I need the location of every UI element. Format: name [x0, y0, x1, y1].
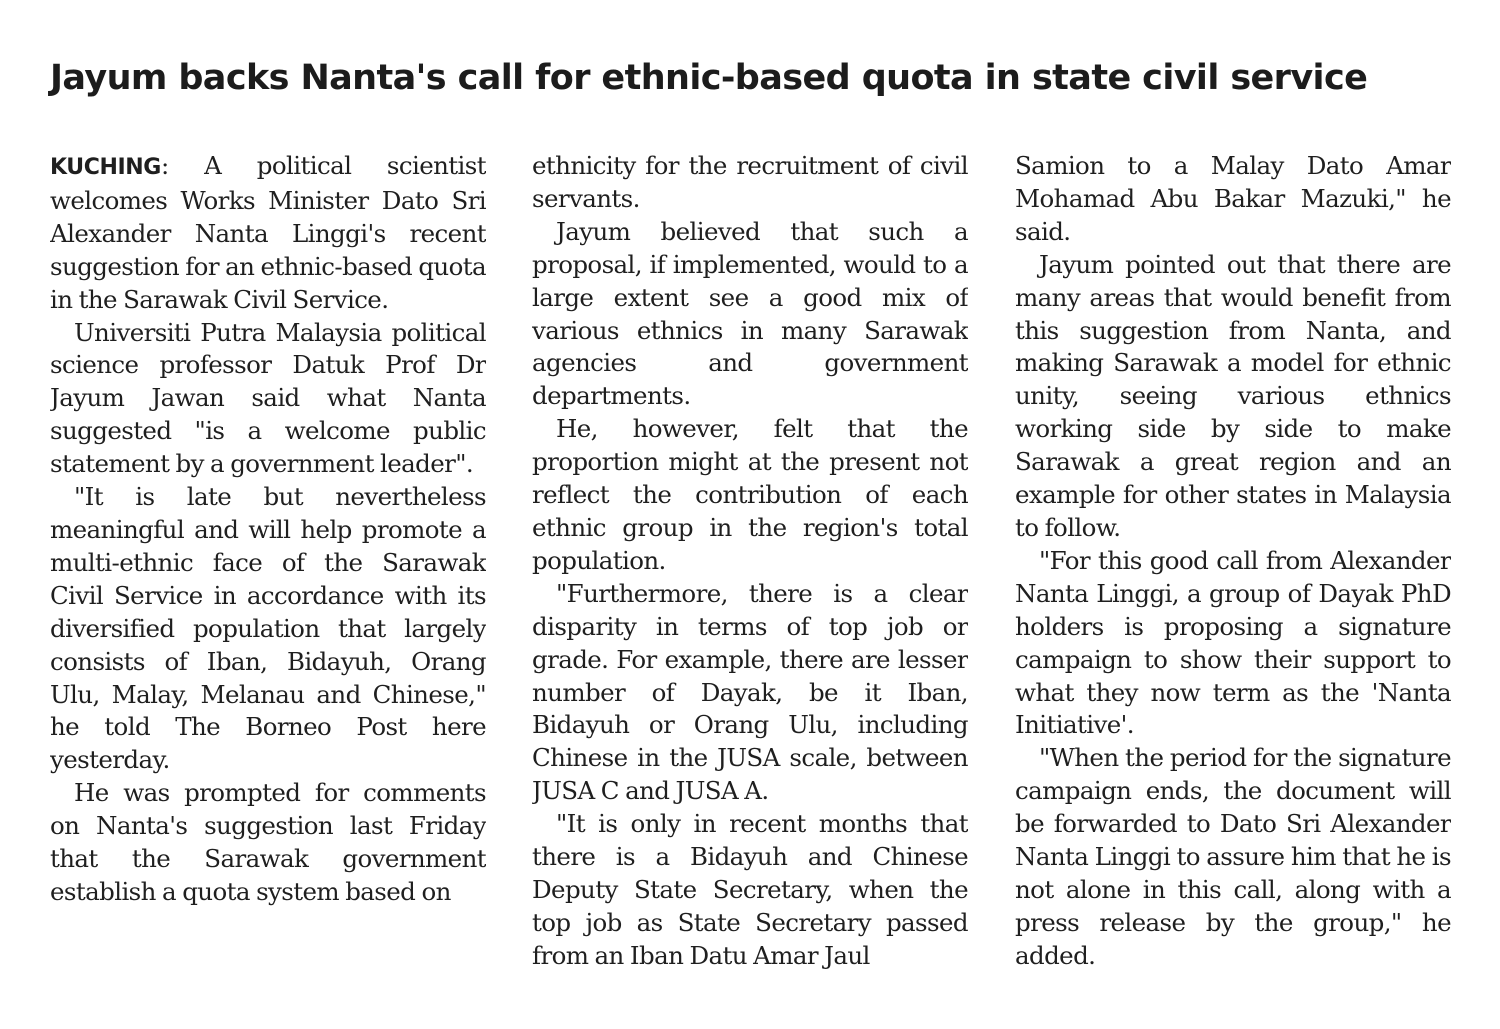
paragraph: Universiti Putra Malaysia political science professor Datuk Prof Dr Jayum Jawan said what Nanta suggested "is a welcome public statement by a government leader".: [50, 317, 486, 479]
paragraph: "Furthermore, there is a clear disparity in terms of top job or grade. For example, there are lesser number of Dayak, be it Iban, Bidayuh or Orang Ulu, including Chinese in the JUSA scale, between JUSA C and JUSA A.: [532, 578, 968, 806]
dateline: KUCHING: [50, 155, 161, 180]
article-column-3: [1015, 150, 1451, 980]
headline: Jayum backs Nanta's call for ethnic-based quota in state civil service: [50, 58, 1368, 98]
paragraph: ethnicity for the recruitment of civil servants.: [532, 151, 968, 213]
paragraph: "It is late but nevertheless meaningful and will help promote a multi-ethnic face of the Sarawak Civil Service in accordance with its diversified population that largely consists of Iban, Bidayuh, Orang Ulu, Malay, Melanau and Chinese," he told The Borneo Post here yesterday.: [50, 482, 486, 775]
paragraph: Jayum pointed out that there are many areas that would benefit from this suggestion from Nanta, and making Sarawak a model for ethnic unity, seeing various ethnics working side by side to make Sarawak a great region and an example for other states in Malaysia to follow.: [1015, 249, 1451, 542]
article-column-2: [532, 150, 968, 980]
paragraph: Samion to a Malay Dato Amar Mohamad Abu Bakar Mazuki," he said.: [1015, 151, 1451, 246]
paragraph: "For this good call from Alexander Nanta Linggi, a group of Dayak PhD holders is proposing a signature campaign to show their support to what they now term as the 'Nanta Initiative'.: [1015, 545, 1451, 740]
paragraph: [50, 150, 486, 317]
paragraph: "When the period for the signature campaign ends, the document will be forwarded to Dato Sri Alexander Nanta Linggi to assure him that he is not alone in this call, along with a press release by the group," he added.: [1015, 743, 1451, 970]
paragraph: He, however, felt that the proportion might at the present not reflect the contribution of each ethnic group in the region's total population.: [532, 414, 968, 575]
paragraph: He was prompted for comments on Nanta's suggestion last Friday that the Sarawak government establish a quota system based on: [50, 778, 486, 906]
paragraph: "It is only in recent months that there is a Bidayuh and Chinese Deputy State Secretary, when the top job as State Secretary passed from an Iban Datu Amar Jaul: [532, 809, 968, 970]
article-column-1: [50, 150, 486, 980]
paragraph: Jayum believed that such a proposal, if implemented, would to a large extent see a good mix of various ethnics in many Sarawak agencies and government departments.: [532, 216, 968, 411]
paragraph-text: : A political scientist welcomes Works Minister Dato Sri Alexander Nanta Linggi's recent suggestion for an ethnic-based quota in the Sarawak Civil Service.: [50, 151, 486, 314]
